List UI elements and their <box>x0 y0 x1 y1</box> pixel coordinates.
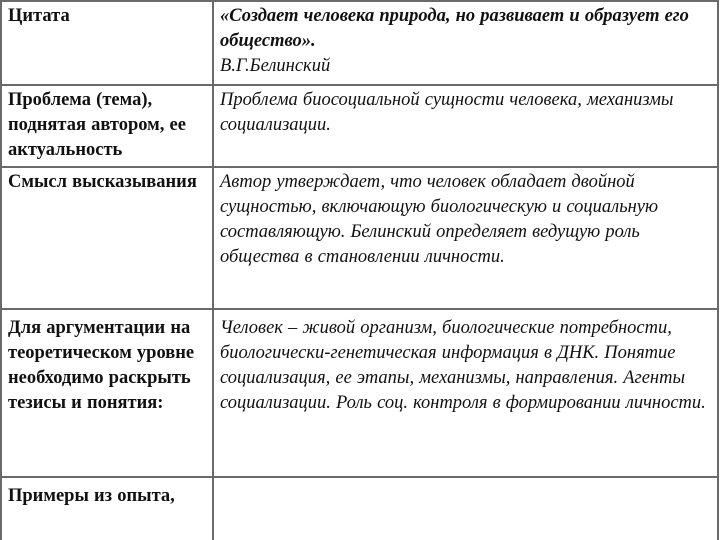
table-row <box>1 1 718 85</box>
meaning-text: Автор утверждает, что человек обладает двойной сущностью, включающую биологическую и социальную составляющую. Белинский определяет ведущую роль общества в становлении личности. <box>213 167 718 309</box>
row-label-argumentation: Для аргументации на теоретическом уровне необходимо раскрыть тезисы и понятия: <box>1 309 213 477</box>
examples-text <box>213 477 718 540</box>
table-row <box>1 85 718 167</box>
quote-text: «Создает человека природа, но развивает и образует его общество». <box>220 6 689 51</box>
argumentation-text: Человек – живой организм, биологические потребности, биологически-генетическая информация в ДНК. Понятие социализация, ее этапы, механизмы, направления. Агенты социализации. Роль соц. контроля в формировании личности. <box>213 309 718 477</box>
row-label-quote: Цитата <box>1 1 213 85</box>
row-label-meaning: Смысл высказывания <box>1 167 213 309</box>
row-label-problem: Проблема (тема), поднятая автором, ее актуальность <box>1 85 213 167</box>
table-row <box>1 477 718 540</box>
problem-text: Проблема биосоциальной сущности человека, механизмы социализации. <box>213 85 718 167</box>
table-row <box>1 309 718 477</box>
table-row <box>1 167 718 309</box>
row-label-examples: Примеры из опыта, <box>1 477 213 540</box>
quote-cell <box>213 1 718 85</box>
quote-author: В.Г.Белинский <box>220 56 331 76</box>
